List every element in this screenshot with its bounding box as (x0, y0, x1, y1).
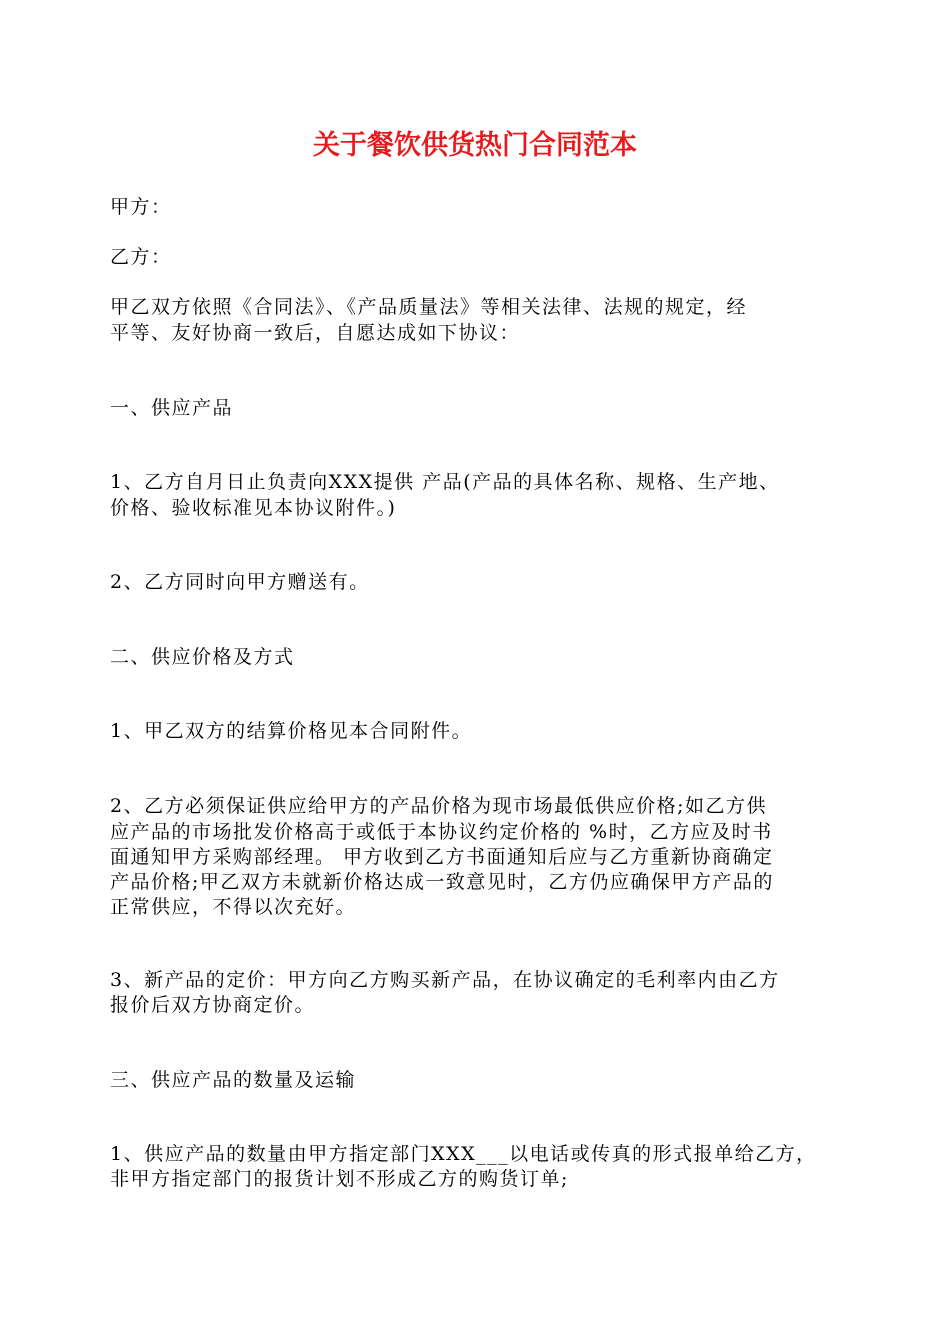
document-title: 关于餐饮供货热门合同范本 (313, 130, 637, 161)
intro-line-1: 甲乙双方依照《合同法》、《产品质量法》等相关法律、法规的规定，经 (110, 296, 748, 318)
section-2-item-1: 1、甲乙双方的结算价格见本合同附件。 (110, 720, 473, 742)
section-3-item-1-line-2: 非甲方指定部门的报货计划不形成乙方的购货订单; (110, 1168, 569, 1190)
section-2-item-3-line-1: 3、新产品的定价：甲方向乙方购买新产品，在协议确定的毛利率内由乙方 (110, 969, 780, 991)
section-2-heading: 二、供应价格及方式 (110, 646, 295, 668)
section-2-item-2-line-5: 正常供应，不得以次充好。 (110, 896, 357, 918)
section-1-item-1-line-2: 价格、验收标准见本协议附件。) (110, 497, 397, 519)
intro-line-2: 平等、友好协商一致后，自愿达成如下协议： (110, 322, 521, 344)
section-2-item-2-line-4: 产品价格;甲乙双方未就新价格达成一致意见时，乙方仍应确保甲方产品的 (110, 871, 774, 893)
section-2-item-2-line-3: 面通知甲方采购部经理。 甲方收到乙方书面通知后应与乙方重新协商确定 (110, 846, 774, 868)
section-1-item-1-line-1: 1、乙方自月日止负责向XXX提供 产品(产品的具体名称、规格、生产地、 (110, 471, 780, 493)
section-3-heading: 三、供应产品的数量及运输 (110, 1069, 357, 1091)
section-1-item-2: 2、乙方同时向甲方赠送有。 (110, 571, 370, 593)
party-b-label: 乙方： (110, 246, 172, 268)
section-1-heading: 一、供应产品 (110, 397, 234, 419)
section-2-item-2-line-1: 2、乙方必须保证供应给甲方的产品价格为现市场最低供应价格;如乙方供 (110, 795, 767, 817)
party-a-label: 甲方： (110, 196, 172, 218)
section-2-item-2-line-2: 应产品的市场批发价格高于或低于本协议约定价格的 %时，乙方应及时书 (110, 821, 773, 843)
section-2-item-3-line-2: 报价后双方协商定价。 (110, 994, 316, 1016)
section-3-item-1-line-1: 1、供应产品的数量由甲方指定部门XXX___以电话或传真的形式报单给乙方， (110, 1143, 817, 1165)
